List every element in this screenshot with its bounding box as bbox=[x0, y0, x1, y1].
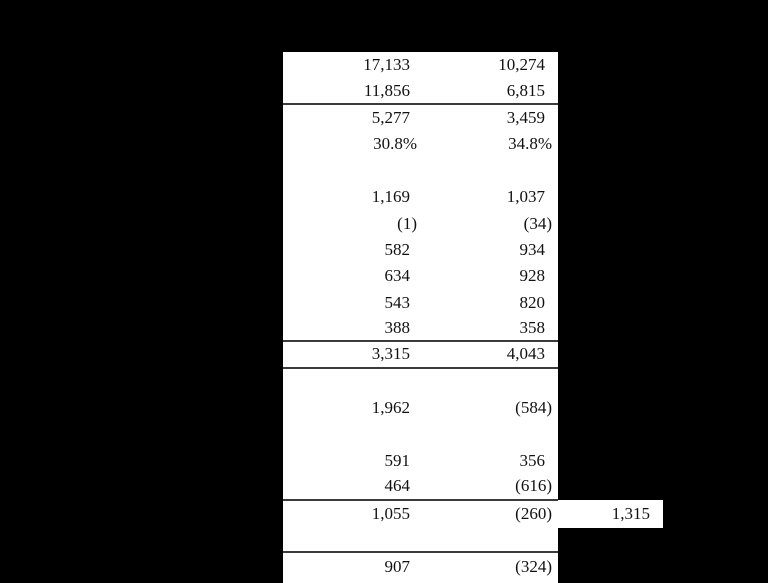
cell-value: (584) bbox=[515, 398, 552, 418]
cell-value: 634 bbox=[384, 266, 410, 286]
cell-value: (616) bbox=[515, 476, 552, 496]
table-cell-col1 bbox=[283, 108, 410, 128]
cell-value: 1,055 bbox=[371, 503, 410, 523]
cell-value: (324) bbox=[515, 556, 552, 576]
table-cell-col2 bbox=[410, 55, 558, 75]
table-cell-col1 bbox=[283, 476, 410, 496]
table-row bbox=[283, 316, 558, 342]
cell-value: 1,037 bbox=[506, 187, 545, 207]
cell-value: 17,133 bbox=[363, 55, 410, 75]
cell-value: 10,274 bbox=[498, 55, 545, 75]
cell-value: (1) bbox=[397, 213, 417, 233]
cell-value: 928 bbox=[519, 266, 545, 286]
table-cell-col1 bbox=[283, 451, 410, 471]
table-cell-col1 bbox=[283, 318, 410, 338]
cell-value: 591 bbox=[384, 451, 410, 471]
cell-value: (260) bbox=[515, 503, 552, 523]
cell-value: 3,459 bbox=[506, 107, 545, 127]
table-row bbox=[283, 474, 558, 500]
cell-value: 356 bbox=[519, 451, 545, 471]
table-row bbox=[283, 342, 558, 368]
table-row bbox=[283, 52, 558, 78]
table-row bbox=[283, 527, 558, 553]
table-row bbox=[283, 105, 558, 131]
table-cell-col1 bbox=[283, 213, 417, 234]
table-cell-col1 bbox=[283, 266, 410, 286]
table-cell-col2 bbox=[410, 240, 558, 260]
table-cell-col1 bbox=[283, 134, 417, 154]
table-row bbox=[283, 369, 558, 395]
side-note-value: 1,315 bbox=[611, 504, 650, 523]
table-cell-col1 bbox=[283, 344, 410, 364]
table-row bbox=[283, 421, 558, 447]
cell-value: 464 bbox=[384, 476, 410, 496]
table-cell-col1 bbox=[283, 293, 410, 313]
table-row bbox=[283, 237, 558, 263]
table-row bbox=[283, 290, 558, 316]
cell-value: 934 bbox=[519, 239, 545, 259]
table-cell-col2 bbox=[410, 476, 558, 496]
cell-value: 907 bbox=[384, 556, 410, 576]
table-row bbox=[283, 395, 558, 421]
cell-value: (34) bbox=[523, 213, 552, 233]
cell-value: 1,169 bbox=[371, 187, 410, 207]
cell-value: 5,277 bbox=[371, 107, 410, 127]
table-row bbox=[283, 131, 558, 157]
table-cell-col1 bbox=[283, 81, 410, 101]
cell-value: 6,815 bbox=[506, 80, 545, 100]
table-cell-col2 bbox=[410, 266, 558, 286]
cell-value: 4,043 bbox=[506, 344, 545, 364]
cell-value: 820 bbox=[519, 292, 545, 312]
table-cell-col2 bbox=[410, 344, 558, 364]
cell-value: 11,856 bbox=[363, 80, 410, 100]
table-cell-col1 bbox=[283, 187, 410, 207]
cell-value: 3,315 bbox=[371, 344, 410, 364]
cell-value: 582 bbox=[384, 239, 410, 259]
table-row bbox=[283, 78, 558, 104]
table-cell-col2 bbox=[410, 134, 558, 154]
table-row bbox=[283, 263, 558, 289]
table-row bbox=[283, 210, 558, 236]
table-row bbox=[283, 501, 558, 527]
table-cell-col2 bbox=[410, 557, 558, 577]
table-cell-col2 bbox=[410, 504, 558, 524]
table-cell-col2 bbox=[410, 451, 558, 471]
table-row bbox=[283, 158, 558, 184]
cell-value: 543 bbox=[384, 292, 410, 312]
table-cell-col2 bbox=[410, 318, 558, 338]
financial-table bbox=[283, 52, 558, 583]
table-row bbox=[283, 553, 558, 579]
cell-value: 388 bbox=[384, 318, 410, 338]
table-cell-col2 bbox=[410, 187, 558, 207]
table-cell-col1 bbox=[283, 240, 410, 260]
cell-value: 34.8% bbox=[508, 134, 552, 154]
cell-value: 1,962 bbox=[371, 398, 410, 418]
cell-value: 358 bbox=[519, 318, 545, 338]
table-cell-col2 bbox=[410, 108, 558, 128]
table-cell-col1 bbox=[283, 504, 410, 524]
table-row bbox=[283, 448, 558, 474]
table-cell-col2 bbox=[410, 398, 558, 418]
table-row bbox=[283, 184, 558, 210]
side-note-box bbox=[558, 500, 663, 528]
table-cell-col1 bbox=[283, 398, 410, 418]
table-cell-col2 bbox=[410, 81, 558, 101]
cell-value: 30.8% bbox=[373, 134, 417, 154]
table-cell-col1 bbox=[283, 55, 410, 75]
table-cell-col2 bbox=[410, 293, 558, 313]
table-cell-col1 bbox=[283, 557, 410, 577]
table-cell-col2 bbox=[410, 214, 558, 234]
